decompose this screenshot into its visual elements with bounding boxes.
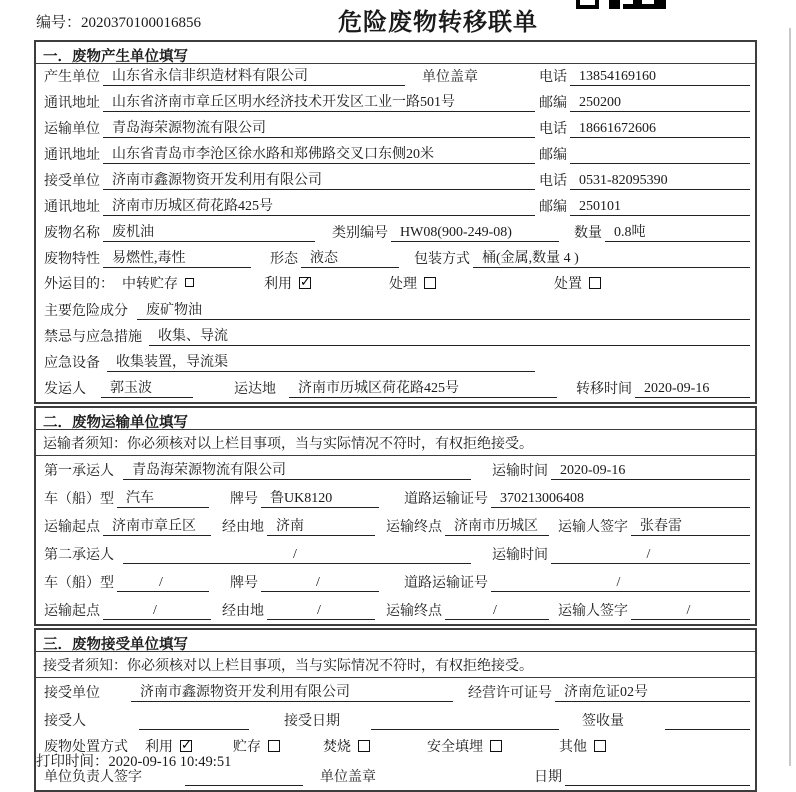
address-label: 通讯地址 — [44, 96, 100, 111]
checkbox-dispose — [589, 277, 601, 289]
packaging-label: 包装方式 — [414, 252, 470, 267]
producer-phone-value: 13854169160 — [570, 69, 750, 86]
quantity-label: 数量 — [574, 226, 602, 241]
address-label: 通讯地址 — [44, 148, 100, 163]
via-label: 经由地 — [222, 604, 264, 619]
receiver-value: 济南市鑫源物资开发利用有限公司 — [103, 169, 535, 190]
option-use — [264, 273, 389, 293]
transfer-time-value: 2020-09-16 — [635, 381, 750, 398]
row-route-2 — [36, 596, 755, 624]
section2-title: 二．废物运输单位填写 — [36, 408, 755, 430]
receiver-notice: 接受者须知：你必须核对以上栏目事项，当与实际情况不符时，有权拒绝接受。 — [36, 652, 755, 678]
serial-label: 编号： — [36, 15, 82, 31]
checkbox-disposal-other — [594, 740, 606, 752]
producer-value: 山东省永信非织造材料有限公司 — [103, 65, 405, 86]
row-shipper — [36, 376, 755, 402]
section3-title: 三．废物接受单位填写 — [36, 630, 755, 652]
responsible-sign-value — [185, 785, 303, 786]
received-qty-value — [665, 729, 750, 730]
terminus-label: 运输终点 — [386, 604, 442, 619]
received-qty-label: 签收量 — [582, 714, 624, 729]
option-treat — [389, 273, 554, 293]
category-code-label: 类别编号 — [332, 226, 388, 241]
row-transporter-address — [36, 142, 755, 168]
vehicle2-value: / — [117, 575, 209, 592]
transfer-time-label: 转移时间 — [576, 382, 632, 397]
vehicle-label: 车（船）型 — [44, 492, 114, 507]
qr-code-icon — [576, 0, 668, 10]
serial-value: 2020370100016856 — [81, 15, 202, 31]
accept-unit-value: 济南市鑫源物资开发利用有限公司 — [131, 681, 453, 702]
row-producer-address — [36, 90, 755, 116]
checkbox-disposal-landfill — [490, 740, 502, 752]
precaution-value: 收集、导流 — [149, 325, 750, 346]
vehicle1-value: 汽车 — [117, 487, 209, 508]
document-header — [0, 0, 796, 40]
date-label: 日期 — [534, 770, 562, 785]
postal-label: 邮编 — [539, 96, 567, 111]
disposal-label: 废物处置方式 — [44, 739, 128, 755]
qr-finder-pattern — [576, 0, 599, 9]
transporter-value: 青岛海荣源物流有限公司 — [103, 117, 535, 138]
unit-seal-label: 单位盖章 — [320, 770, 376, 785]
phone-label: 电话 — [539, 122, 567, 137]
checkbox-use — [299, 277, 311, 289]
sign1-value: 张春雷 — [631, 515, 750, 536]
waste-name-label: 废物名称 — [44, 226, 100, 241]
hazard-label: 主要危险成分 — [44, 304, 128, 319]
via-label: 经由地 — [222, 520, 264, 535]
transport-time2-value: / — [551, 547, 750, 564]
permit2-value: / — [491, 575, 750, 592]
producer-label: 产生单位 — [44, 70, 100, 85]
receiver-address-value: 济南市历城区荷花路425号 — [103, 195, 535, 216]
form-label: 形态 — [270, 252, 298, 267]
transporter-label: 运输单位 — [44, 122, 100, 137]
category-code-value: HW08(900-249-08) — [391, 225, 559, 242]
checkbox-treat — [424, 277, 436, 289]
option-disposal-landfill — [427, 736, 559, 756]
terminus1-value: 济南市历城区 — [445, 515, 549, 536]
acceptor-value — [139, 729, 249, 730]
responsible-sign-label: 单位负责人签字 — [44, 770, 142, 785]
receiver-postal-value: 250101 — [570, 199, 750, 216]
row-producer-unit — [36, 64, 755, 90]
checkbox-disposal-incinerate — [358, 740, 370, 752]
row-transport-unit — [36, 116, 755, 142]
packaging-value: 桶(金属,数量 4 ) — [473, 247, 750, 268]
row-transfer-purpose — [36, 272, 755, 298]
option-treat-label: 处理 — [389, 276, 417, 292]
purpose-label: 外运目的： — [44, 276, 114, 292]
row-emergency-equipment — [36, 350, 755, 376]
origin-label: 运输起点 — [44, 520, 100, 535]
row-receiver-unit — [36, 168, 755, 194]
carrier-sign-label: 运输人签字 — [558, 604, 628, 619]
option-dispose-label: 处置 — [554, 276, 582, 292]
checkbox-transfer-storage — [185, 278, 194, 287]
license-value: 济南危证02号 — [555, 681, 750, 702]
vehicle-label: 车（船）型 — [44, 576, 114, 591]
receiver-label: 接受单位 — [44, 174, 100, 189]
destination-label: 运达地 — [234, 382, 276, 397]
transport-time-label: 运输时间 — [492, 464, 548, 479]
equipment-label: 应急设备 — [44, 356, 100, 371]
option-transfer-storage — [122, 273, 264, 293]
plate2-value: / — [261, 575, 379, 592]
terminus2-value: / — [445, 603, 549, 620]
row-second-carrier — [36, 540, 755, 568]
page-title: 危险废物转移联单 — [338, 9, 538, 36]
terminus-label: 运输终点 — [386, 520, 442, 535]
seal-label: 单位盖章 — [422, 70, 478, 85]
hazard-value: 废矿物油 — [137, 299, 750, 320]
row-first-carrier — [36, 456, 755, 484]
equipment-value: 收集装置，导流渠 — [107, 351, 535, 372]
section1-title: 一．废物产生单位填写 — [36, 42, 755, 64]
option-use-label: 利用 — [264, 276, 292, 292]
phone-label: 电话 — [539, 70, 567, 85]
carrier1-label: 第一承运人 — [44, 464, 114, 479]
acceptor-label: 接受人 — [44, 714, 86, 729]
option-disposal-incinerate — [323, 736, 427, 756]
carrier2-value: / — [123, 547, 471, 564]
phone-label: 电话 — [539, 174, 567, 189]
row-hazard-component — [36, 298, 755, 324]
option-disposal-other-label: 其他 — [559, 739, 587, 755]
option-disposal-store-label: 贮存 — [233, 739, 261, 755]
quantity-value: 0.8吨 — [605, 221, 750, 242]
option-disposal-incinerate-label: 焚烧 — [323, 739, 351, 755]
license-label: 经营许可证号 — [468, 686, 552, 701]
form-value: 液态 — [301, 247, 399, 268]
date-value — [565, 785, 750, 786]
row-vehicle-2 — [36, 568, 755, 596]
option-disposal-landfill-label: 安全填埋 — [427, 739, 483, 755]
via1-value: 济南 — [267, 515, 375, 536]
accept-date-label: 接受日期 — [284, 714, 340, 729]
checkbox-disposal-store — [268, 740, 280, 752]
accept-date-value — [371, 729, 559, 730]
carrier1-value: 青岛海荣源物流有限公司 — [123, 459, 471, 480]
option-disposal-use-label: 利用 — [145, 739, 173, 755]
option-dispose — [554, 273, 601, 293]
permit1-value: 370213006408 — [491, 491, 750, 508]
road-permit-label: 道路运输证号 — [404, 576, 488, 591]
option-transfer-storage-label: 中转贮存 — [122, 276, 178, 292]
row-route-1 — [36, 512, 755, 540]
destination-value: 济南市历城区荷花路425号 — [289, 377, 557, 398]
print-time — [36, 750, 231, 771]
shipper-value: 郭玉波 — [101, 377, 193, 398]
transport-time-label: 运输时间 — [492, 548, 548, 563]
origin-label: 运输起点 — [44, 604, 100, 619]
carrier2-label: 第二承运人 — [44, 548, 114, 563]
shipper-label: 发运人 — [44, 382, 86, 397]
option-disposal-store — [233, 736, 323, 756]
serial-number — [36, 11, 201, 32]
characteristics-label: 废物特性 — [44, 252, 100, 267]
address-label: 通讯地址 — [44, 200, 100, 215]
producer-postal-value: 250200 — [570, 95, 750, 112]
row-acceptor — [36, 706, 755, 734]
transporter-postal-value — [570, 163, 750, 164]
row-precaution — [36, 324, 755, 350]
transporter-phone-value: 18661672606 — [570, 121, 750, 138]
row-waste-name — [36, 220, 755, 246]
plate1-value: 鲁UK8120 — [261, 487, 379, 508]
row-waste-characteristics — [36, 246, 755, 272]
print-time-value: 2020-09-16 10:49:51 — [108, 754, 232, 770]
row-accept-unit — [36, 678, 755, 706]
transporter-address-value: 山东省青岛市李沧区徐水路和郑佛路交叉口东侧20米 — [103, 143, 535, 164]
characteristics-value: 易燃性,毒性 — [103, 247, 251, 268]
section-transporter — [34, 406, 757, 626]
origin2-value: / — [103, 603, 211, 620]
producer-address-value: 山东省济南市章丘区明水经济技术开发区工业一路501号 — [103, 91, 535, 112]
plate-label: 牌号 — [230, 576, 258, 591]
print-time-label: 打印时间： — [36, 754, 109, 770]
plate-label: 牌号 — [230, 492, 258, 507]
option-disposal-other — [559, 736, 606, 756]
waste-name-value: 废机油 — [103, 221, 315, 242]
scan-edge-artifact — [789, 28, 791, 766]
postal-label: 邮编 — [539, 200, 567, 215]
origin1-value: 济南市章丘区 — [103, 515, 211, 536]
via2-value: / — [267, 603, 375, 620]
road-permit-label: 道路运输证号 — [404, 492, 488, 507]
precaution-label: 禁忌与应急措施 — [44, 330, 142, 345]
receiver-phone-value: 0531-82095390 — [570, 173, 750, 190]
accept-unit-label: 接受单位 — [44, 686, 100, 701]
postal-label: 邮编 — [539, 148, 567, 163]
sign2-value: / — [631, 603, 750, 620]
transporter-notice: 运输者须知：你必须核对以上栏目事项，当与实际情况不符时，有权拒绝接受。 — [36, 430, 755, 456]
section-producer — [34, 40, 757, 404]
row-receiver-address — [36, 194, 755, 220]
transport-time1-value: 2020-09-16 — [551, 463, 750, 480]
row-vehicle-1 — [36, 484, 755, 512]
carrier-sign-label: 运输人签字 — [558, 520, 628, 535]
